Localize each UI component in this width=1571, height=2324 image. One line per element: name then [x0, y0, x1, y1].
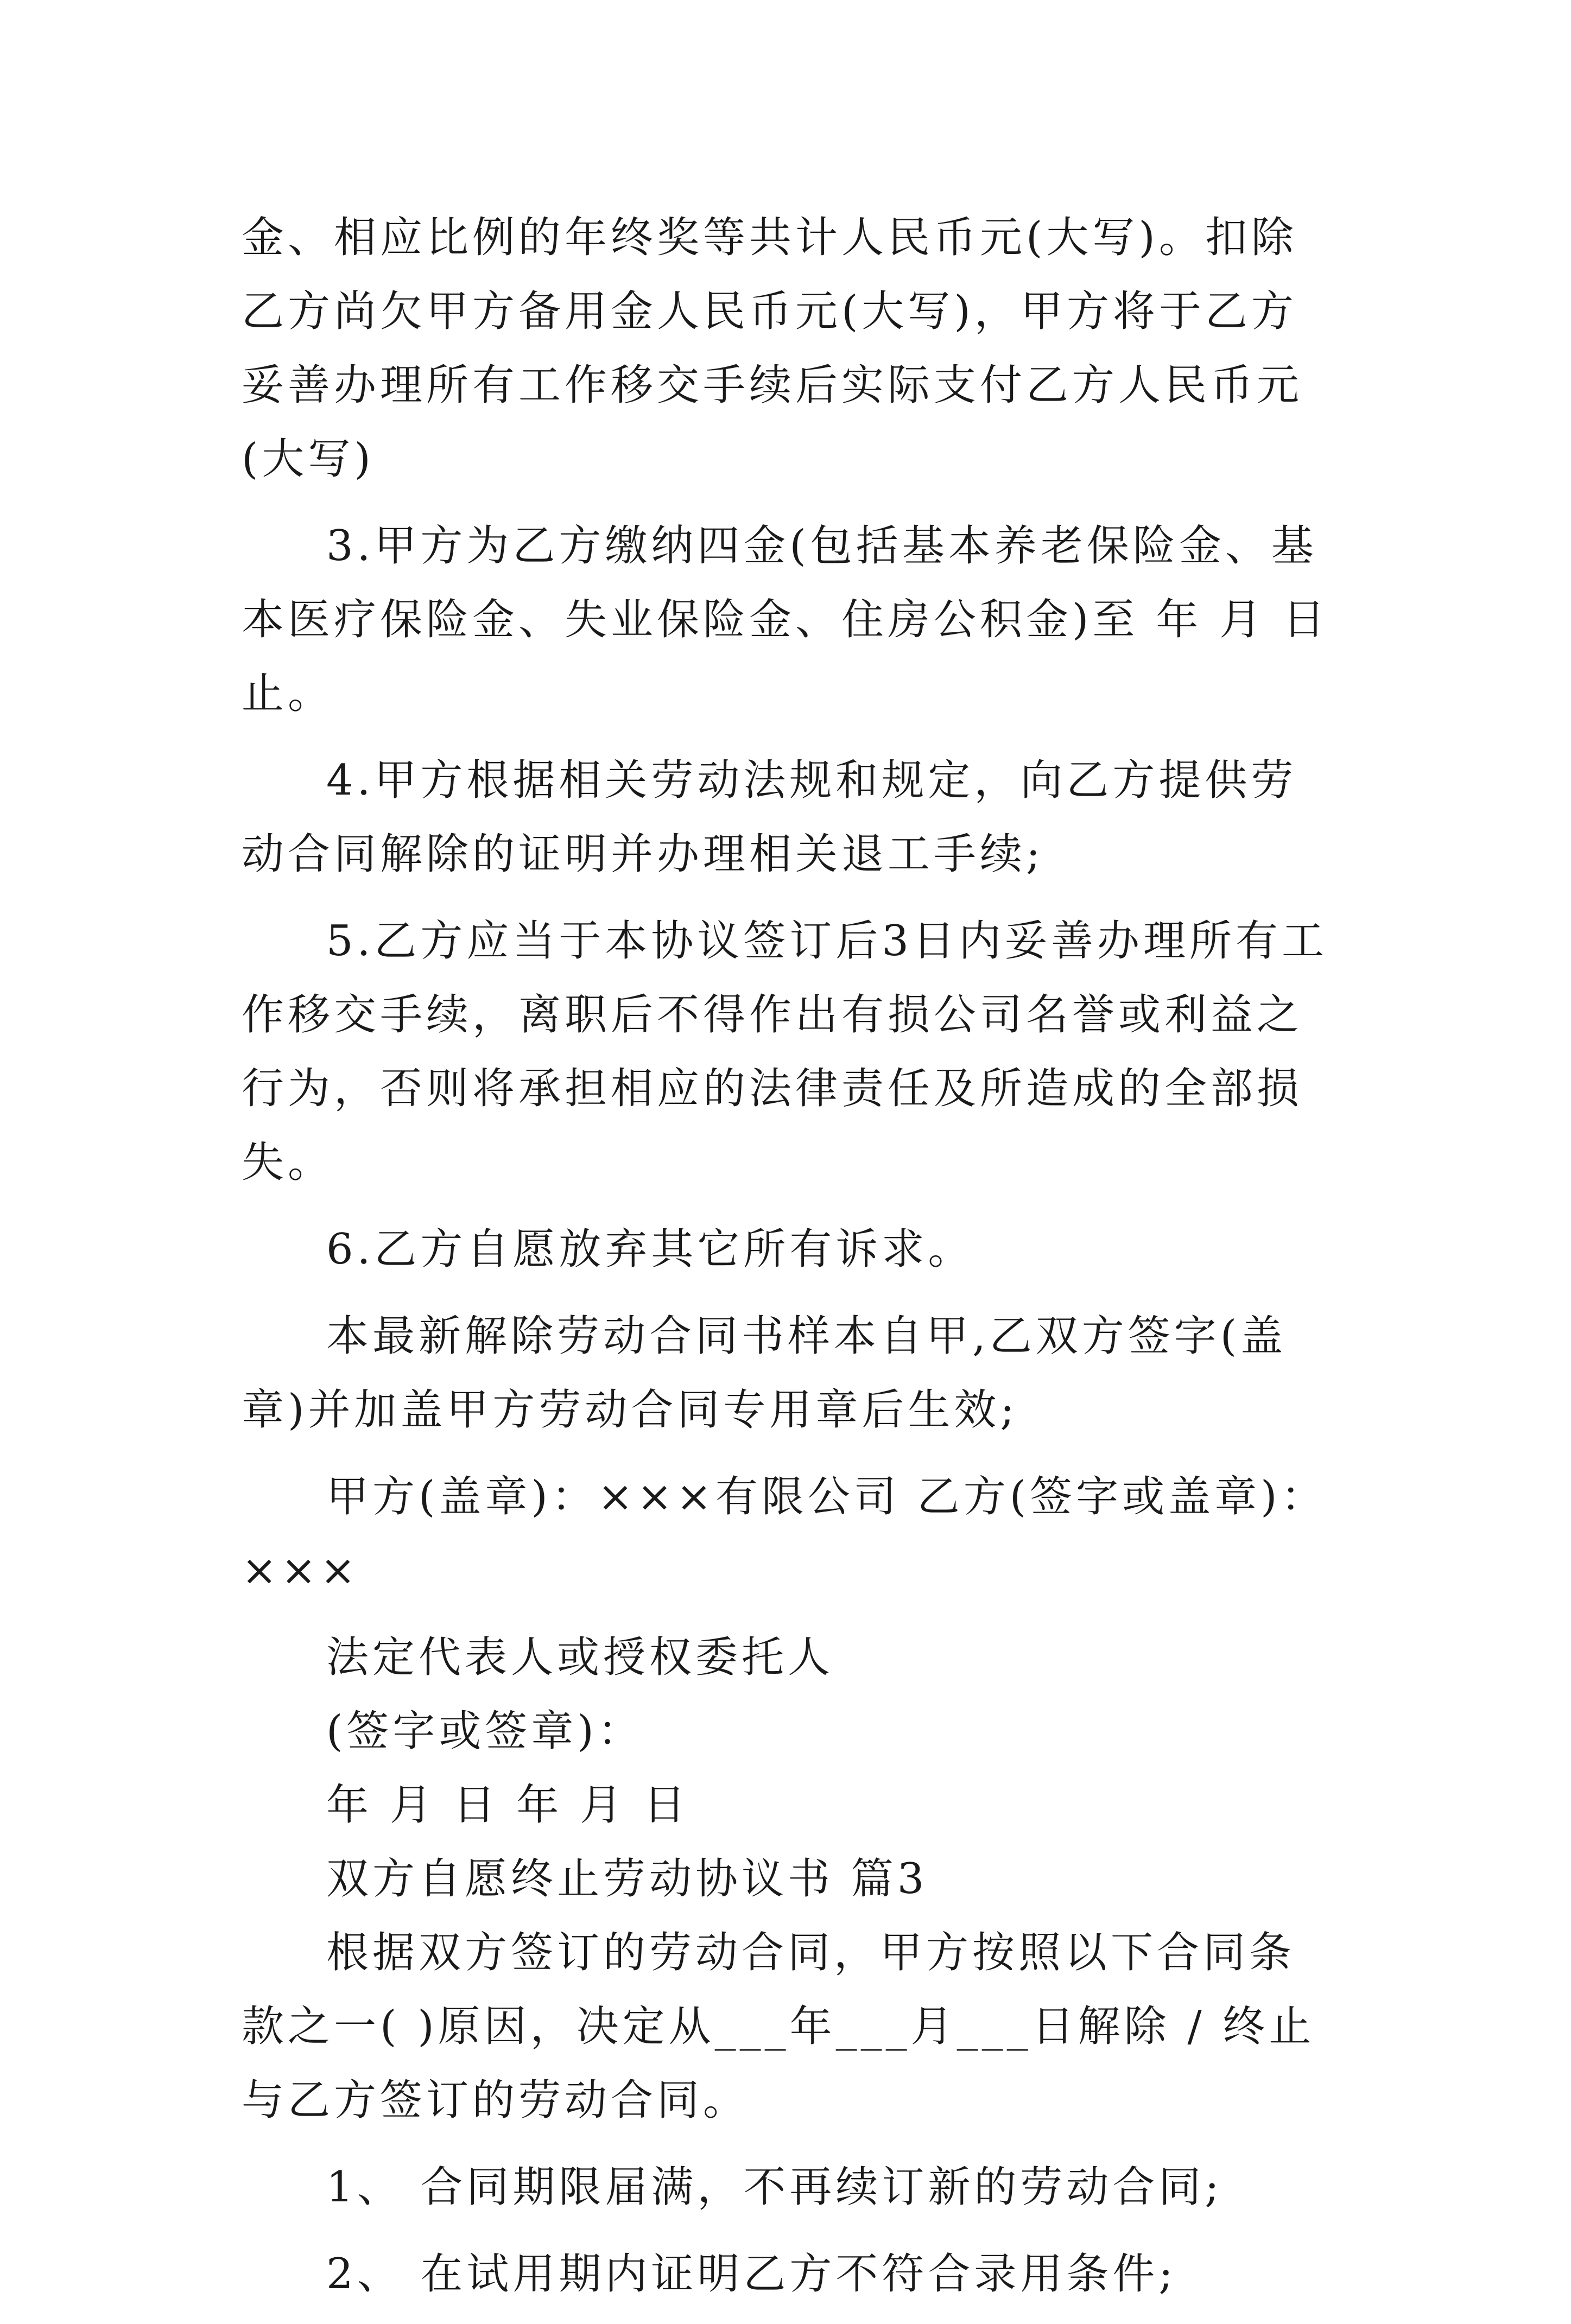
- paragraph-effective-clause: 本最新解除劳动合同书样本自甲,乙双方签字(盖章)并加盖甲方劳动合同专用章后生效;: [242, 1312, 1287, 1434]
- paragraph-termination-intro: 根据双方签订的劳动合同，甲方按照以下合同条款之一( )原因，决定从___年___月___日解除 / 终止与乙方签订的劳动合同。: [242, 1928, 1315, 2125]
- paragraph-salary-continued: 金、相应比例的年终奖等共计人民币元(大写)。扣除乙方尚欠甲方备用金人民币元(大写)，甲方将于乙方妥善办理所有工作移交手续后实际支付乙方人民币元(大写): [242, 213, 1303, 484]
- paragraph-clause-6: 6.乙方自愿放弃其它所有诉求。: [326, 1225, 974, 1274]
- list-item-2: 2、 在试用期内证明乙方不符合录用条件;: [326, 2250, 1177, 2298]
- paragraph-signature-line: (签字或签章)：: [326, 1707, 644, 1756]
- section-heading: 双方自愿终止劳动协议书 篇3: [326, 1855, 928, 1903]
- paragraph-legal-representative: 法定代表人或授权委托人: [326, 1633, 834, 1682]
- paragraph-clause-4: 4.甲方根据相关劳动法规和规定，向乙方提供劳动合同解除的证明并办理相关退工手续;: [242, 756, 1297, 879]
- list-item-1: 1、 合同期限届满，不再续订新的劳动合同;: [326, 2163, 1223, 2212]
- paragraph-clause-3: 3.甲方为乙方缴纳四金(包括基本养老保险金、基本医疗保险金、失业保险金、住房公积金)至 年 月 日止。: [242, 522, 1329, 718]
- paragraph-party-signatures: 甲方(盖章)：×××有限公司 乙方(签字或盖章)：×××: [242, 1472, 1327, 1595]
- paragraph-date-line: 年 月 日 年 月 日: [326, 1781, 689, 1830]
- document-body: [242, 201, 1333, 2324]
- paragraph-clause-5: 5.乙方应当于本协议签订后3日内妥善办理所有工作移交手续，离职后不得作出有损公司名誉或利益之行为，否则将承担相应的法律责任及所造成的全部损失。: [242, 917, 1328, 1187]
